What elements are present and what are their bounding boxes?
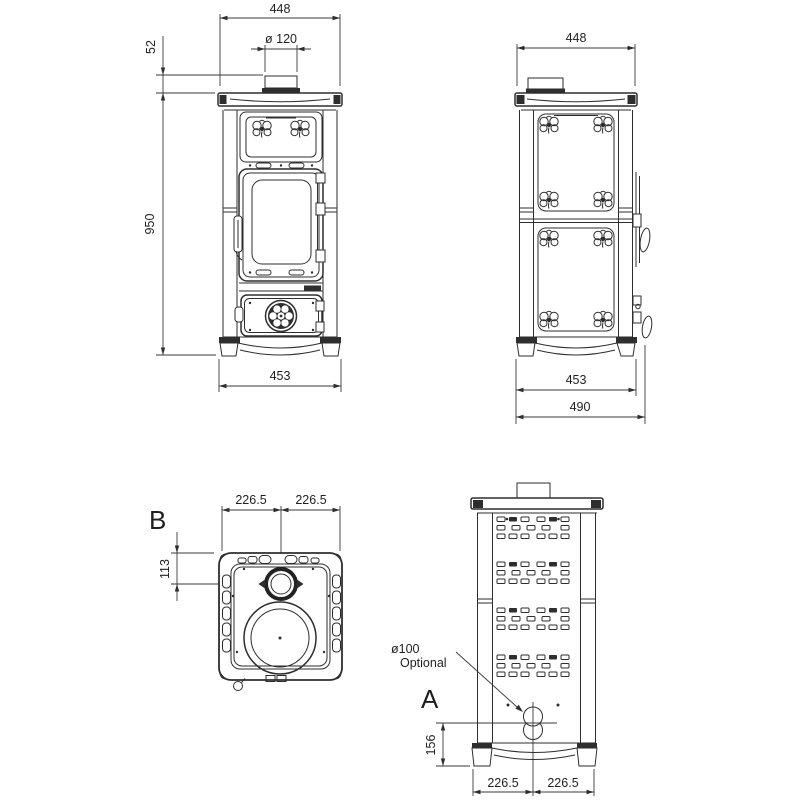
- drawer-latch: [235, 307, 243, 322]
- fire-door: [234, 169, 325, 281]
- total-height-label: 950: [143, 213, 157, 235]
- top-left-half-label: 226.5: [235, 493, 267, 507]
- side-base-depth-label: 453: [565, 373, 587, 387]
- front-base-width-label: 453: [269, 369, 291, 383]
- side-total-depth-label: 490: [569, 400, 591, 414]
- outlet-height-label: 156: [424, 734, 438, 756]
- flue-offset-label: 113: [158, 559, 172, 579]
- side-stove: [515, 78, 653, 356]
- side-top-depth-label: 448: [565, 31, 587, 45]
- top-outline: [219, 553, 342, 680]
- top-knob: [234, 682, 243, 691]
- top-stove: [219, 553, 342, 691]
- front-stove: [218, 76, 342, 356]
- top-view-label: B: [149, 505, 167, 535]
- collar-height-label: 52: [144, 40, 158, 54]
- rear-right-half-label: 226.5: [547, 776, 579, 790]
- side-base-legs: [516, 337, 637, 356]
- flue-diameter-label: ø 120: [265, 32, 297, 46]
- rear-view: [391, 483, 603, 796]
- door-hinge-side: [633, 214, 641, 227]
- optional-flue-note-line1: ø100: [391, 642, 420, 656]
- side-door-hardware: [633, 172, 653, 339]
- rear-view-label: A: [421, 684, 439, 714]
- rear-left-half-label: 226.5: [487, 776, 519, 790]
- flue-collar-side: [528, 78, 563, 90]
- door-handle-side: [638, 227, 651, 252]
- drawer-handle-side: [641, 315, 654, 338]
- top-view: [149, 493, 342, 691]
- front-base-legs: [219, 337, 341, 356]
- door-glass: [252, 180, 311, 264]
- flue-collar-rear: [517, 483, 550, 498]
- side-lower-panel: [538, 228, 614, 331]
- rear-base-legs: [472, 743, 597, 766]
- top-right-half-label: 226.5: [295, 493, 327, 507]
- door-hinge: [316, 173, 325, 183]
- front-top-width-label: 448: [269, 2, 291, 16]
- rear-stove: [436, 483, 603, 796]
- front-view: [143, 2, 342, 392]
- side-upper-panel: [538, 114, 614, 211]
- flue-collar-front: [265, 76, 297, 88]
- ash-drawer: [235, 295, 324, 336]
- oven-door: [240, 112, 322, 162]
- optional-flue-note-line2: Optional: [400, 656, 447, 670]
- side-view: [515, 31, 653, 424]
- top-plate-rear: [471, 498, 603, 509]
- air-control-rosette: [266, 301, 297, 332]
